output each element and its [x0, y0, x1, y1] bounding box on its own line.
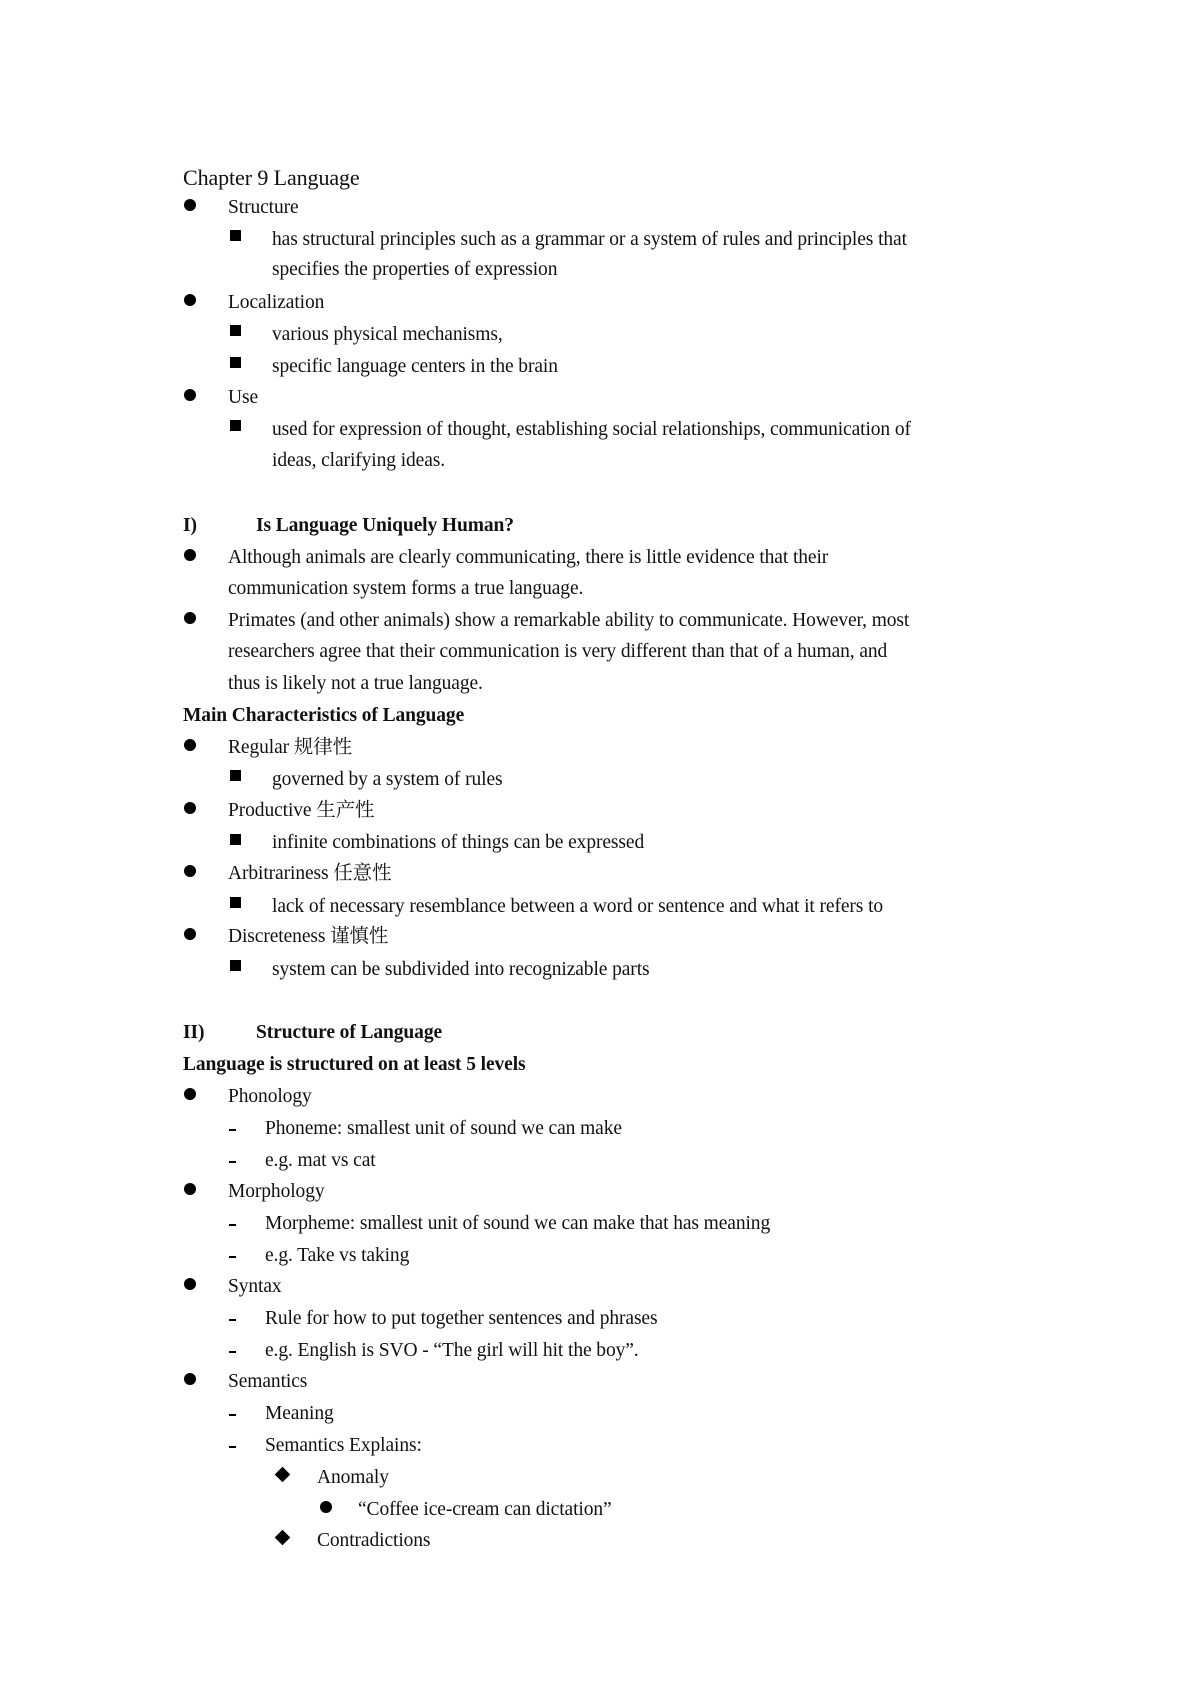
list-item-localization: Localization — [228, 292, 325, 313]
section-number: I) — [183, 515, 197, 536]
paragraph-line: researchers agree that their communication is very different than that of a human, and — [228, 641, 888, 662]
list-subitem-text: infinite combinations of things can be expressed — [272, 832, 645, 853]
section-heading: Structure of Language — [256, 1022, 443, 1043]
square-bullet-icon — [230, 230, 241, 241]
section-number: II) — [183, 1022, 205, 1043]
square-bullet-icon — [230, 834, 241, 845]
bullet-icon — [184, 612, 196, 624]
list-subitem-text: used for expression of thought, establishing social relationships, communication of — [272, 419, 911, 440]
list-subitem-anomaly: Anomaly — [317, 1467, 389, 1488]
square-bullet-icon — [230, 770, 241, 781]
bullet-icon — [184, 1278, 196, 1290]
square-bullet-icon — [230, 960, 241, 971]
subsection-heading: Main Characteristics of Language — [183, 705, 465, 726]
list-subitem-text: e.g. Take vs taking — [265, 1245, 410, 1266]
list-subitem-text: various physical mechanisms, — [272, 324, 503, 345]
list-item-structure: Structure — [228, 197, 299, 218]
list-subitem-text: Semantics Explains: — [265, 1435, 422, 1456]
dash-icon — [229, 1224, 236, 1226]
section-heading: Is Language Uniquely Human? — [256, 515, 514, 536]
dash-icon — [229, 1351, 236, 1353]
list-subitem-text: Meaning — [265, 1403, 334, 1424]
list-item-morphology: Morphology — [228, 1181, 325, 1202]
list-subitem-text: e.g. mat vs cat — [265, 1150, 376, 1171]
list-item-productive: Productive 生产性 — [228, 800, 375, 821]
diamond-bullet-icon — [275, 1467, 291, 1483]
list-item-use: Use — [228, 387, 259, 408]
subsection-heading: Language is structured on at least 5 levels — [183, 1054, 526, 1075]
list-subitem-text: system can be subdivided into recognizable parts — [272, 959, 650, 980]
paragraph-line: Primates (and other animals) show a remarkable ability to communicate. However, most — [228, 610, 910, 631]
list-subitem-text: specific language centers in the brain — [272, 356, 558, 377]
dash-icon — [229, 1414, 236, 1416]
dash-icon — [229, 1129, 236, 1131]
paragraph-line: thus is likely not a true language. — [228, 673, 483, 694]
bullet-icon — [320, 1501, 332, 1513]
list-subitem-contradictions: Contradictions — [317, 1530, 431, 1551]
dash-icon — [229, 1446, 236, 1448]
list-subitem-text: Morpheme: smallest unit of sound we can make that has meaning — [265, 1213, 771, 1234]
dash-icon — [229, 1161, 236, 1163]
bullet-icon — [184, 928, 196, 940]
paragraph-line: communication system forms a true language. — [228, 578, 584, 599]
list-subitem-text: has structural principles such as a grammar or a system of rules and principles that — [272, 229, 907, 250]
list-item-phonology: Phonology — [228, 1086, 312, 1107]
bullet-icon — [184, 739, 196, 751]
list-subitem-text: Phoneme: smallest unit of sound we can make — [265, 1118, 622, 1139]
bullet-icon — [184, 1088, 196, 1100]
square-bullet-icon — [230, 897, 241, 908]
square-bullet-icon — [230, 325, 241, 336]
list-item-syntax: Syntax — [228, 1276, 282, 1297]
bullet-icon — [184, 865, 196, 877]
list-item-arbitrariness: Arbitrariness 任意性 — [228, 863, 392, 884]
list-subitem-text: e.g. English is SVO - “The girl will hit the boy”. — [265, 1340, 639, 1361]
bullet-icon — [184, 549, 196, 561]
list-subitem-text: specifies the properties of expression — [272, 259, 558, 280]
bullet-icon — [184, 802, 196, 814]
list-item-regular: Regular 规律性 — [228, 737, 353, 758]
bullet-icon — [184, 1183, 196, 1195]
list-subitem-text: Rule for how to put together sentences and phrases — [265, 1308, 658, 1329]
dash-icon — [229, 1256, 236, 1258]
bullet-icon — [184, 199, 196, 211]
list-item-semantics: Semantics — [228, 1371, 308, 1392]
square-bullet-icon — [230, 420, 241, 431]
list-subitem-text: governed by a system of rules — [272, 769, 503, 790]
diamond-bullet-icon — [275, 1530, 291, 1546]
dash-icon — [229, 1319, 236, 1321]
bullet-icon — [184, 294, 196, 306]
example-text: “Coffee ice-cream can dictation” — [358, 1499, 612, 1520]
bullet-icon — [184, 389, 196, 401]
list-subitem-text: ideas, clarifying ideas. — [272, 450, 446, 471]
document-title: Chapter 9 Language — [183, 165, 360, 190]
bullet-icon — [184, 1373, 196, 1385]
square-bullet-icon — [230, 357, 241, 368]
list-item-discreteness: Discreteness 谨慎性 — [228, 926, 389, 947]
paragraph-line: Although animals are clearly communicating, there is little evidence that their — [228, 547, 829, 568]
list-subitem-text: lack of necessary resemblance between a word or sentence and what it refers to — [272, 896, 884, 917]
